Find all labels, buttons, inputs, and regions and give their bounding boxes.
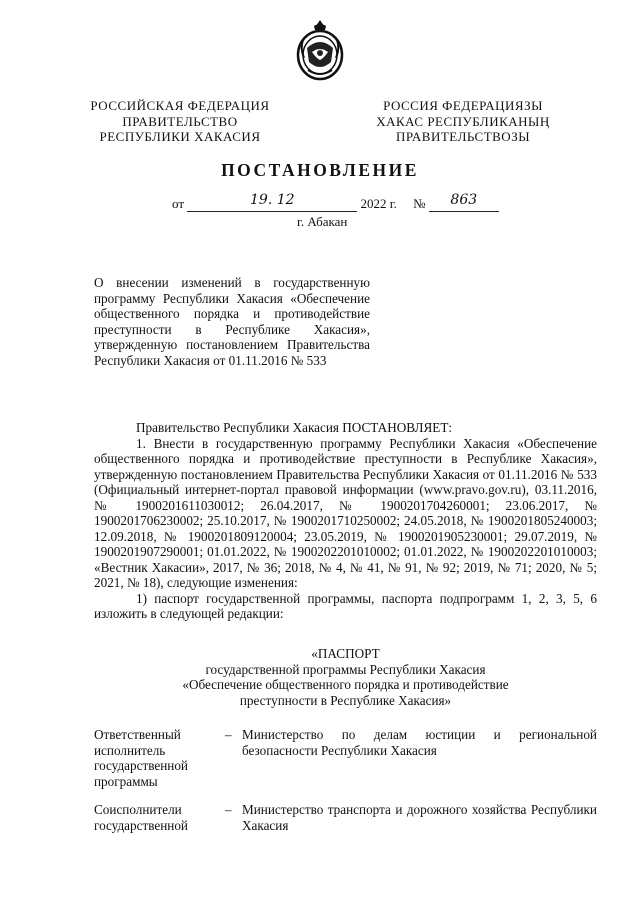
number-label: № <box>413 196 426 211</box>
header-right-line: ХАКАС РЕСПУБЛИКАНЫҢ <box>376 113 550 129</box>
passport-row-value: Министерство по делам юстиции и региональной безопасности Республики Хакасия <box>242 727 597 758</box>
passport-row-value: Министерство транспорта и дорожного хозяйства Республики Хакасия <box>242 802 597 833</box>
passport-row-label: Соисполнители государственной <box>94 802 188 833</box>
header-right-block <box>358 98 568 145</box>
passport-subheading: государственной программы Республики Хакасия <box>205 661 486 677</box>
passport-row-dash: – <box>225 727 232 742</box>
header-left-line: ПРАВИТЕЛЬСТВО <box>122 113 238 129</box>
date-field <box>187 192 357 212</box>
passport-row-label: Ответственный исполнитель государственной программы <box>94 727 188 789</box>
body-paragraph: 1) паспорт государственной программы, паспорта подпрограмм 1, 2, 3, 5, 6 изложить в следующей редакции: <box>94 590 597 621</box>
coat-of-arms-emblem <box>294 18 346 82</box>
passport-subheading: «Обеспечение общественного порядка и противодействие <box>182 677 509 692</box>
header-right-line: РОССИЯ ФЕДЕРАЦИЯЗЫ <box>383 98 543 113</box>
date-prefix: от <box>172 196 185 211</box>
document-title: ПОСТАНОВЛЕНИЕ <box>221 160 419 180</box>
city-name: г. Абакан <box>297 214 348 229</box>
header-left-line: РЕСПУБЛИКИ ХАКАСИЯ <box>99 129 261 144</box>
header-left-line: РОССИЙСКАЯ ФЕДЕРАЦИЯ <box>90 98 270 113</box>
header-left-block <box>80 98 280 145</box>
year-text: 2022 г. <box>360 196 397 211</box>
date-number-line <box>172 192 499 212</box>
passport-heading-block <box>94 646 597 708</box>
date-handwritten: 19. 12 <box>250 192 295 208</box>
number-field <box>429 192 499 212</box>
passport-row-dash: – <box>225 802 232 817</box>
body-paragraph: 1. Внести в государственную программу Республики Хакасия «Обеспечение общественного порядка и противодействие преступности в Республике Хакасия», утвержденную постановлением Правительства Республики Хакасия от 01.11.2016 № 533 (Официальный интернет-портал правовой информации (www.pravo.gov.ru), 03.11.2016, № 1900201611030012; 26.04.2017, № 1900201704260001; 23.06.2017, № 1900201706230002; 25.10.2017, № 1900201710250002; 24.05.2018, № 1900201805240003; 12.09.2018, № 1900201809120004; 23.05.2019, № 1900201905230001; 29.07.2019, № 1900201907290001; 01.01.2022, № 1900202201010002; 01.01.2022, № 1900202201010003; «Вестник Хакасии», 2017, № 36; 2018, № 4, № 41, № 91, № 92; 2019, № 71; 2020, № 5; 2021, № 18), следующие изменения: <box>94 435 597 590</box>
passport-subheading: преступности в Республике Хакасия» <box>239 692 452 708</box>
passport-heading: «ПАСПОРТ <box>311 646 380 661</box>
number-handwritten: 863 <box>450 192 478 208</box>
document-body <box>94 420 597 622</box>
header-right-line: ПРАВИТЕЛЬСТВОЗЫ <box>395 129 531 144</box>
body-paragraph: Правительство Республики Хакасия ПОСТАНОВЛЯЕТ: <box>136 420 453 435</box>
subject-title: О внесении изменений в государственную программу Республики Хакасия «Обеспечение общественного порядка и противодействие преступности в Республике Хакасия», утвержденную постановлением Правительства Республики Хакасия от 01.11.2016 № 533 <box>94 275 370 368</box>
